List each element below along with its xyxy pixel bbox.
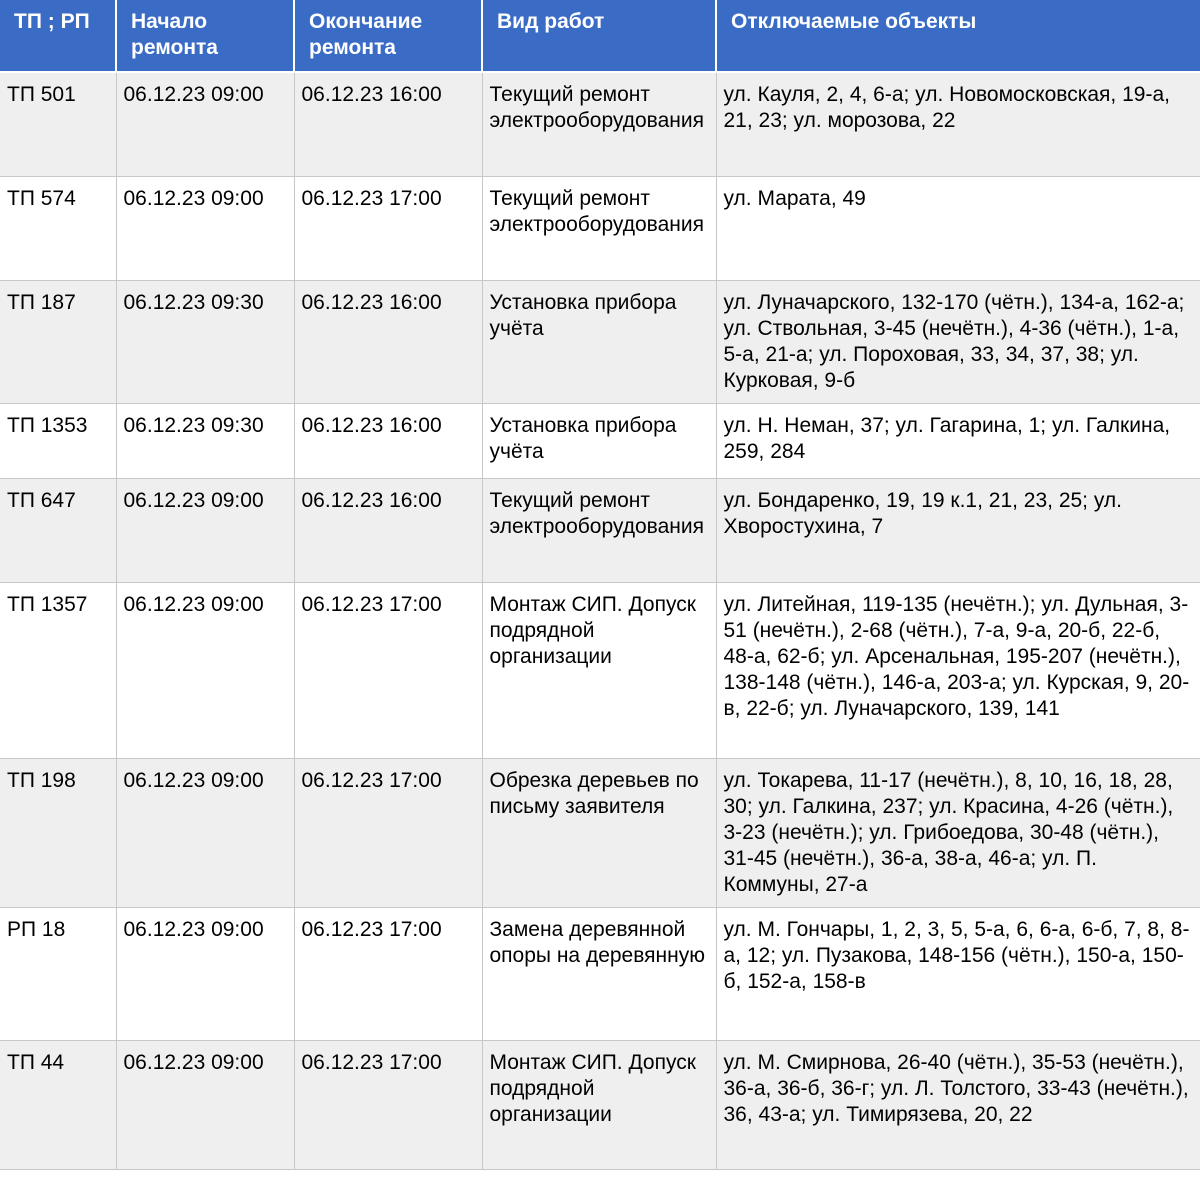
cell-work-type: Установка прибора учёта [482,280,716,403]
table-row [0,582,1200,758]
cell-substation: ТП 1357 [0,582,116,758]
cell-affected-objects: ул. Кауля, 2, 4, 6-а; ул. Новомосковская, 19-а, 21, 23; ул. морозова, 22 [716,72,1200,176]
table-row [0,176,1200,280]
cell-repair-end: 06.12.23 16:00 [294,403,482,478]
cell-work-type: Текущий ремонт электрооборудования [482,72,716,176]
header-repair-start: Начало ремонта [116,0,294,72]
header-substation: ТП ; РП [0,0,116,72]
cell-repair-start: 06.12.23 09:30 [116,280,294,403]
cell-repair-start: 06.12.23 09:00 [116,72,294,176]
cell-repair-end: 06.12.23 16:00 [294,72,482,176]
cell-substation: ТП 187 [0,280,116,403]
cell-repair-start: 06.12.23 09:00 [116,176,294,280]
cell-repair-end: 06.12.23 16:00 [294,280,482,403]
cell-affected-objects: ул. Литейная, 119-135 (нечётн.); ул. Дульная, 3-51 (нечётн.), 2-68 (чётн.), 7-а, 9-а, 20-б, 22-б, 48-а, 62-б; ул. Арсенальная, 195-207 (нечётн.), 138-148 (чётн.), 146-а, 203-а; ул. Курская, 9, 20-в, 22-б; ул. Луначарского, 139, 141 [716,582,1200,758]
cell-work-type: Замена деревянной опоры на деревянную [482,907,716,1040]
cell-substation: ТП 1353 [0,403,116,478]
table-row [0,758,1200,907]
cell-repair-end: 06.12.23 16:00 [294,478,482,582]
cell-repair-end: 06.12.23 17:00 [294,582,482,758]
cell-repair-start: 06.12.23 09:00 [116,1040,294,1169]
cell-work-type: Обрезка деревьев по письму заявителя [482,758,716,907]
cell-repair-end: 06.12.23 17:00 [294,907,482,1040]
cell-affected-objects: ул. Н. Неман, 37; ул. Гагарина, 1; ул. Галкина, 259, 284 [716,403,1200,478]
cell-affected-objects: ул. Токарева, 11-17 (нечётн.), 8, 10, 16, 18, 28, 30; ул. Галкина, 237; ул. Красина, 4-26 (чётн.), 3-23 (нечётн.); ул. Грибоедова, 30-48 (чётн.), 31-45 (нечётн.), 36-а, 38-а, 46-а; ул. П. Коммуны, 27-а [716,758,1200,907]
cell-affected-objects: ул. М. Гончары, 1, 2, 3, 5, 5-а, 6, 6-а, 6-б, 7, 8, 8-а, 12; ул. Пузакова, 148-156 (чётн.), 150-а, 150-б, 152-а, 158-в [716,907,1200,1040]
cell-affected-objects: ул. Бондаренко, 19, 19 к.1, 21, 23, 25; ул. Хворостухина, 7 [716,478,1200,582]
table-row [0,403,1200,478]
cell-repair-end: 06.12.23 17:00 [294,176,482,280]
cell-repair-start: 06.12.23 09:00 [116,478,294,582]
cell-substation: РП 18 [0,907,116,1040]
cell-repair-start: 06.12.23 09:00 [116,582,294,758]
table-header-row [0,0,1200,72]
cell-work-type: Текущий ремонт электрооборудования [482,176,716,280]
cell-repair-start: 06.12.23 09:30 [116,403,294,478]
header-work-type: Вид работ [482,0,716,72]
table-row [0,907,1200,1040]
cell-repair-end: 06.12.23 17:00 [294,758,482,907]
table-row [0,478,1200,582]
cell-repair-start: 06.12.23 09:00 [116,907,294,1040]
table-row [0,72,1200,176]
cell-work-type: Монтаж СИП. Допуск подрядной организации [482,1040,716,1169]
cell-affected-objects: ул. Луначарского, 132-170 (чётн.), 134-а, 162-а; ул. Ствольная, 3-45 (нечётн.), 4-36 (чётн.), 1-а, 5-а, 21-а; ул. Пороховая, 33, 34, 37, 38; ул. Курковая, 9-б [716,280,1200,403]
cell-repair-start: 06.12.23 09:00 [116,758,294,907]
cell-repair-end: 06.12.23 17:00 [294,1040,482,1169]
cell-substation: ТП 647 [0,478,116,582]
header-affected-objects: Отключаемые объекты [716,0,1200,72]
cell-work-type: Монтаж СИП. Допуск подрядной организации [482,582,716,758]
cell-work-type: Текущий ремонт электрооборудования [482,478,716,582]
table-row [0,280,1200,403]
cell-affected-objects: ул. Марата, 49 [716,176,1200,280]
cell-substation: ТП 574 [0,176,116,280]
cell-substation: ТП 501 [0,72,116,176]
table-row [0,1040,1200,1169]
cell-affected-objects: ул. М. Смирнова, 26-40 (чётн.), 35-53 (нечётн.), 36-а, 36-б, 36-г; ул. Л. Толстого, 33-43 (нечётн.), 36, 43-а; ул. Тимирязева, 20, 22 [716,1040,1200,1169]
cell-substation: ТП 198 [0,758,116,907]
header-repair-end: Окончание ремонта [294,0,482,72]
cell-substation: ТП 44 [0,1040,116,1169]
cell-work-type: Установка прибора учёта [482,403,716,478]
